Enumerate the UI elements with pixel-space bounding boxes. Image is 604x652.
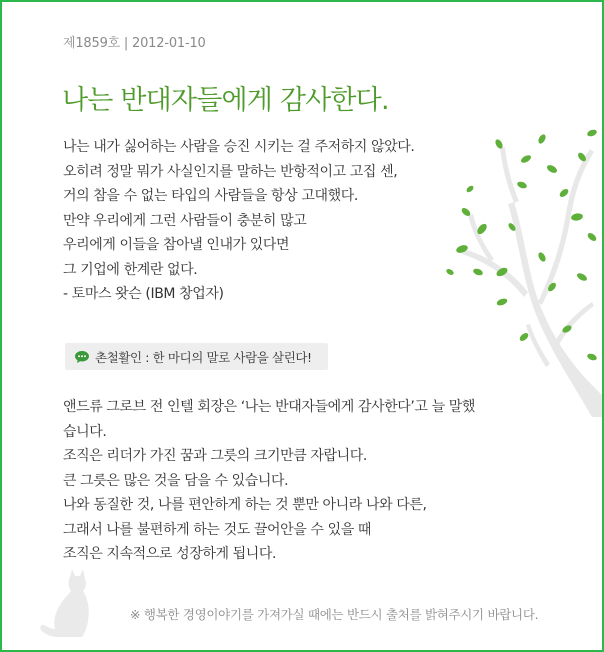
story-line: 조직은 리더가 가진 꿈과 그릇의 크기만큼 자랍니다. bbox=[63, 448, 367, 464]
story-line: 나와 동질한 것, 나를 편안하게 하는 것 뿐만 아니라 나와 다른, bbox=[63, 497, 427, 513]
story-line: 큰 그릇은 많은 것을 담을 수 있습니다. bbox=[63, 472, 289, 489]
story-line: 조직은 지속적으로 성장하게 됩니다. bbox=[63, 546, 277, 562]
quote-attribution: - 토마스 왓슨 (IBM 창업자) bbox=[63, 286, 224, 302]
page-title: 나는 반대자들에게 감사한다. bbox=[62, 85, 389, 116]
issue-info: 제1859호 | 2012-01-10 bbox=[63, 36, 206, 51]
footer-notice: ※ 행복한 경영이야기를 가져가실 때에는 반드시 출처를 밝혀주시기 바랍니다. bbox=[130, 607, 539, 622]
quote-line: 그 기업에 한계란 없다. bbox=[63, 261, 198, 278]
quote-line: 거의 참을 수 없는 타입의 사람들을 항상 고대했다. bbox=[63, 188, 358, 204]
tip-text: 촌철활인 : 한 마디의 말로 사람을 살린다! bbox=[95, 349, 312, 365]
tip-banner bbox=[65, 343, 328, 370]
speech-bubble-icon bbox=[74, 350, 90, 364]
story-line: 앤드류 그로브 전 인텔 회장은 ‘나는 반대자들에게 감사한다’고 늘 말했 bbox=[63, 399, 476, 415]
quote-line: 만약 우리에게 그런 사람들이 충분히 많고 bbox=[63, 212, 307, 229]
story-block bbox=[63, 395, 475, 567]
quote-block bbox=[63, 135, 414, 307]
quote-line: 오히려 정말 뭐가 사실인지를 말하는 반항적이고 고집 센, bbox=[63, 163, 398, 180]
story-line: 습니다. bbox=[63, 423, 107, 440]
quote-line: 우리에게 이들을 참아낼 인내가 있다면 bbox=[63, 237, 290, 253]
tree-branch-icon bbox=[442, 97, 604, 417]
quote-line: 나는 내가 싫어하는 사람을 승진 시키는 걸 주저하지 않았다. bbox=[63, 139, 415, 155]
cat-silhouette-icon bbox=[38, 567, 100, 639]
story-line: 그래서 나를 불편하게 하는 것도 끌어안을 수 있을 때 bbox=[63, 521, 372, 538]
